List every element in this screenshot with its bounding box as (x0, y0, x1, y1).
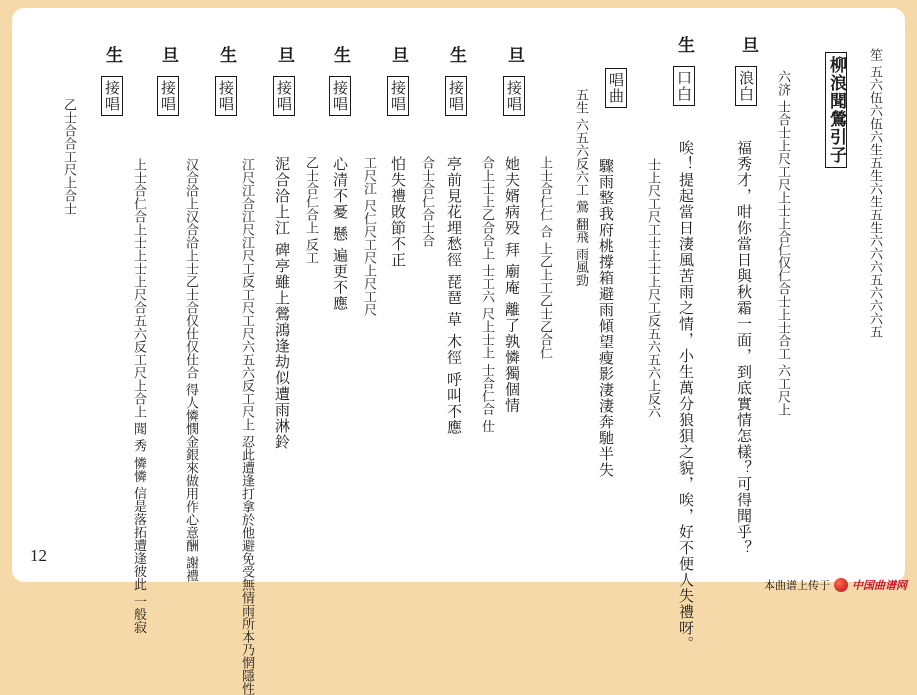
notation-col-2: 六济 士合士上尺工尺上士上合仁仅仁合士上士合工 六工尺上 (775, 70, 790, 417)
footer-text: 本曲谱上传于 (764, 580, 830, 592)
lyric-col-9: 亭前見花埋愁徑 琵琶 草 木徑 呼叫不應 (445, 156, 463, 436)
notation-col-8: 上士合仁仁 合 上乙上工乙士乙合仁 (537, 156, 552, 360)
song-title: 柳浪聞鶯引子 (825, 52, 847, 168)
lyric-col-12: 泥合洽上江 碑亭雖上鶯鴻逢劫似遭雨淋鈴 (273, 156, 291, 450)
role-sheng-3: 生 (330, 46, 350, 64)
footer-watermark (764, 576, 907, 594)
part-langbai: 浪白 (735, 66, 757, 106)
part-changqu: 唱曲 (605, 68, 627, 108)
notation-col-16: 乙士合合工尺上合士 (61, 98, 76, 215)
role-dan-2: 旦 (504, 46, 524, 64)
part-jiechang-2: 接唱 (445, 76, 467, 116)
role-dan-3: 旦 (388, 46, 408, 64)
title-notation: 笙 五六伍六伍六生五生六生五生六六六五六六六五 (867, 48, 882, 339)
role-dan-4: 旦 (274, 46, 294, 64)
lyric-col-6: 驟雨整我府桃撐箱避雨傾望瘦影淒淒奔馳半失 (597, 158, 615, 478)
role-sheng-2: 生 (446, 46, 466, 64)
notation-col-9: 合上士上乙合合上 士工六 尺上士上 士合仁合 仕 (479, 156, 494, 433)
lyric-col-11: 心清不憂 懸 遍更不應 (331, 156, 349, 312)
lyric-col-14: 汉合洽上汉合洽上士乙士合仅仕仅仕合 得人憐憫金銀來做用作心意酬 謝禮 (183, 158, 198, 583)
part-jiechang-5: 接唱 (273, 76, 295, 116)
dialogue-col-4: 唉！提起當日淒風苦雨之情，小生萬分狼狽之貌，唉，好不便人失禮呀。 (677, 140, 695, 652)
dialogue-col-3: 福秀才，咁你當日與秋霜一面，到底實情怎樣？可得聞乎？ (735, 140, 753, 556)
lyric-col-13: 江尺江合江尺江尺工反工尺工尺六五六反工尺上 忍此遭逢打拿於他避免受無情雨所本乃惘隱性 (239, 158, 254, 695)
page-number: 12 (30, 546, 47, 565)
lyric-col-7: 五生 六五六反六工 鶯 翻飛 雨風勁 (573, 88, 588, 287)
role-sheng-1: 生 (674, 36, 694, 54)
part-jiechang-3: 接唱 (387, 76, 409, 116)
part-jiechang-8: 接唱 (101, 76, 123, 116)
lyric-col-10: 怕失禮敗節不正 (389, 156, 407, 268)
footer-site[interactable]: 中国曲谱网 (852, 580, 907, 592)
notation-col-12: 乙士合仁合上 反工 (303, 156, 318, 265)
lyric-col-15: 上士合仁合上士上士上尺合五六反工尺上合上 聞 秀 憐憐 信是落拓遭逢彼此 一般寂 (131, 158, 146, 634)
part-jiechang-6: 接唱 (215, 76, 237, 116)
part-koubai: 口白 (673, 66, 695, 106)
part-jiechang-4: 接唱 (329, 76, 351, 116)
part-jiechang-1: 接唱 (503, 76, 525, 116)
role-sheng-5: 生 (102, 46, 122, 64)
role-dan-1: 旦 (738, 36, 758, 54)
role-dan-5: 旦 (158, 46, 178, 64)
part-jiechang-7: 接唱 (157, 76, 179, 116)
notation-col-5: 士上尺工尺工士上士上尺工反五六五六上反六 (645, 158, 660, 418)
site-logo-icon (834, 578, 848, 592)
notation-col-11: 工尺江 尺仁尺工尺上尺工尺 (361, 156, 376, 317)
lyric-col-8: 她夫婿病殁 拜 廟庵 離了孰憐獨個情 (503, 156, 521, 414)
role-sheng-4: 生 (216, 46, 236, 64)
notation-col-10: 合士合仁合士合 (419, 156, 434, 247)
